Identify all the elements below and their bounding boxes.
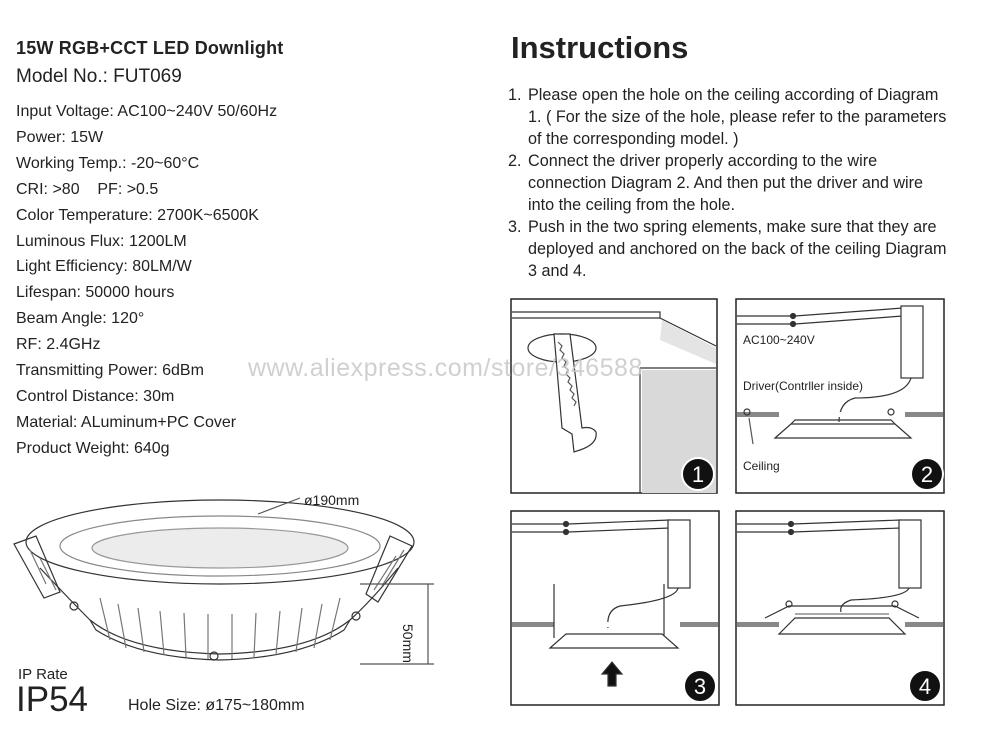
diagram-4 <box>735 510 945 706</box>
diagram-1 <box>510 298 718 494</box>
watermark: www.aliexpress.com/store/346588 <box>248 354 643 382</box>
diameter-label: ø190mm <box>304 492 360 508</box>
spec-item: Luminous Flux: 1200LM <box>16 232 187 250</box>
spec-item: Product Weight: 640g <box>16 439 170 457</box>
spec-item: Material: ALuminum+PC Cover <box>16 413 237 431</box>
diagram-2-number: 2 <box>920 462 934 487</box>
instructions-title: Instructions <box>511 30 689 65</box>
diagram-3 <box>510 510 720 706</box>
spec-item: RF: 2.4GHz <box>16 336 101 354</box>
hole-size: Hole Size: ø175~180mm <box>128 697 305 714</box>
spec-item: Control Distance: 30m <box>16 387 175 405</box>
diagram-2 <box>735 298 945 494</box>
model-number: Model No.: FUT069 <box>16 66 182 87</box>
instruction-step: 2. Connect the driver properly according to the wire connection Diagram 2. And then put the driver and wire into the ceiling from the hole. <box>508 152 924 214</box>
diagram-3-number: 3 <box>693 674 707 699</box>
spec-item: Transmitting Power: 6dBm <box>16 362 204 380</box>
instruction-step: 1. Please open the hole on the ceiling according of Diagram 1. ( For the size of the hole, please refer to the parameters of the corresponding model. ) <box>508 86 947 148</box>
product-title: 15W RGB+CCT LED Downlight <box>16 38 284 58</box>
ip-rate-label: IP Rate <box>18 666 68 683</box>
spec-item: Light Efficiency: 80LM/W <box>16 258 192 276</box>
spec-item: Lifespan: 50000 hours <box>16 284 175 302</box>
downlight-drawing <box>0 480 450 680</box>
spec-item: Power: 15W <box>16 128 104 146</box>
spec-item: Beam Angle: 120° <box>16 310 145 328</box>
driver-label: Driver(Contrller inside) <box>743 379 864 393</box>
spec-item: CRI: >80 PF: >0.5 <box>16 180 159 198</box>
ceiling-label: Ceiling <box>743 459 780 473</box>
diagram-1-number: 1 <box>691 462 705 487</box>
instruction-step: 3. Push in the two spring elements, make sure that they are deployed and anchored on the back of the ceiling Diagram 3 and 4. <box>508 218 947 280</box>
instruction-steps <box>508 84 948 282</box>
ip-rate-value: IP54 <box>16 680 88 719</box>
spec-item: Working Temp.: -20~60°C <box>16 154 200 172</box>
spec-item: Color Temperature: 2700K~6500K <box>16 206 259 224</box>
spec-list <box>16 99 277 462</box>
voltage-label: AC100~240V <box>743 333 815 347</box>
spec-item: Input Voltage: AC100~240V 50/60Hz <box>16 103 278 120</box>
height-label: 50mm <box>400 624 416 663</box>
diagram-4-number: 4 <box>918 674 932 699</box>
